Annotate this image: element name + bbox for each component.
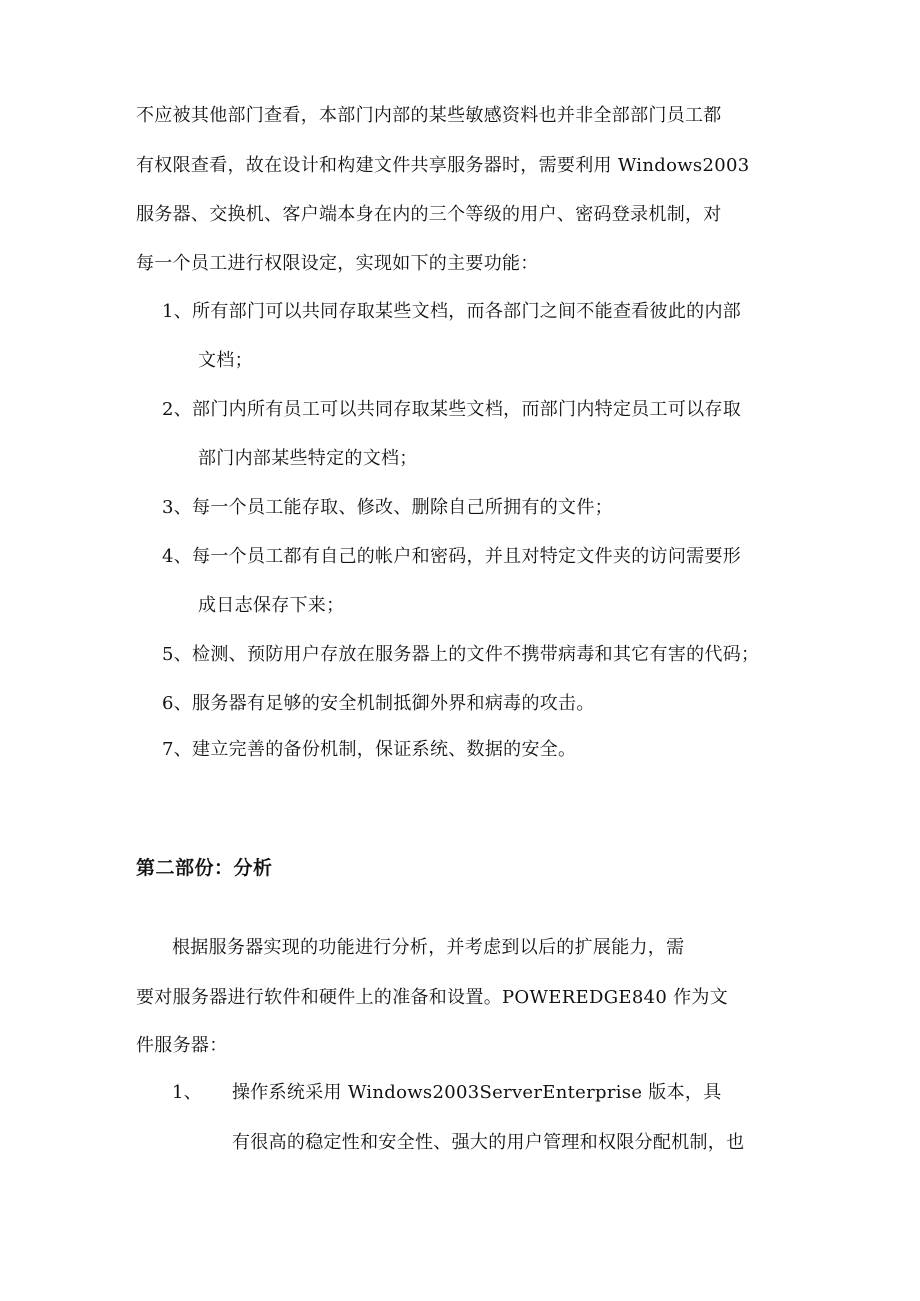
intro-line-4: 每一个员工进行权限设定，实现如下的主要功能：: [136, 253, 539, 274]
analysis-item-1-line-2: 有很高的稳定性和安全性、强大的用户管理和权限分配机制，也: [232, 1132, 745, 1153]
feature-6: 6、服务器有足够的安全机制抵御外界和病毒的攻击。: [162, 693, 595, 714]
feature-4-line-2: 成日志保存下来；: [198, 595, 345, 616]
intro-line-2: 有权限查看，故在设计和构建文件共享服务器时，需要利用 Windows2003: [136, 155, 750, 176]
analysis-line-3: 件服务器：: [136, 1035, 228, 1056]
feature-7: 7、建立完善的备份机制，保证系统、数据的安全。: [162, 739, 577, 760]
feature-1-line-2: 文档；: [198, 350, 253, 371]
feature-4-line-1: 4、每一个员工都有自己的帐户和密码，并且对特定文件夹的访问需要形: [162, 546, 742, 567]
feature-3: 3、每一个员工能存取、修改、删除自己所拥有的文件；: [162, 497, 613, 518]
feature-2-line-2: 部门内部某些特定的文档；: [198, 448, 418, 469]
section-heading: 第二部份：分析: [136, 857, 273, 879]
analysis-line-2: 要对服务器进行软件和硬件上的准备和设置。POWEREDGE840 作为文: [136, 987, 729, 1008]
feature-1-line-1: 1、所有部门可以共同存取某些文档，而各部门之间不能查看彼此的内部: [162, 301, 742, 322]
intro-line-3: 服务器、交换机、客户端本身在内的三个等级的用户、密码登录机制，对: [136, 204, 722, 225]
feature-2-line-1: 2、部门内所有员工可以共同存取某些文档，而部门内特定员工可以存取: [162, 399, 742, 420]
analysis-item-1-number: 1、: [172, 1082, 203, 1103]
feature-5: 5、检测、预防用户存放在服务器上的文件不携带病毒和其它有害的代码；: [162, 644, 760, 665]
analysis-item-1-line-1: 操作系统采用 Windows2003ServerEnterprise 版本，具: [232, 1082, 722, 1103]
intro-line-1: 不应被其他部门查看，本部门内部的某些敏感资料也并非全部部门员工都: [136, 105, 722, 126]
analysis-line-1: 根据服务器实现的功能进行分析，并考虑到以后的扩展能力，需: [172, 937, 685, 958]
